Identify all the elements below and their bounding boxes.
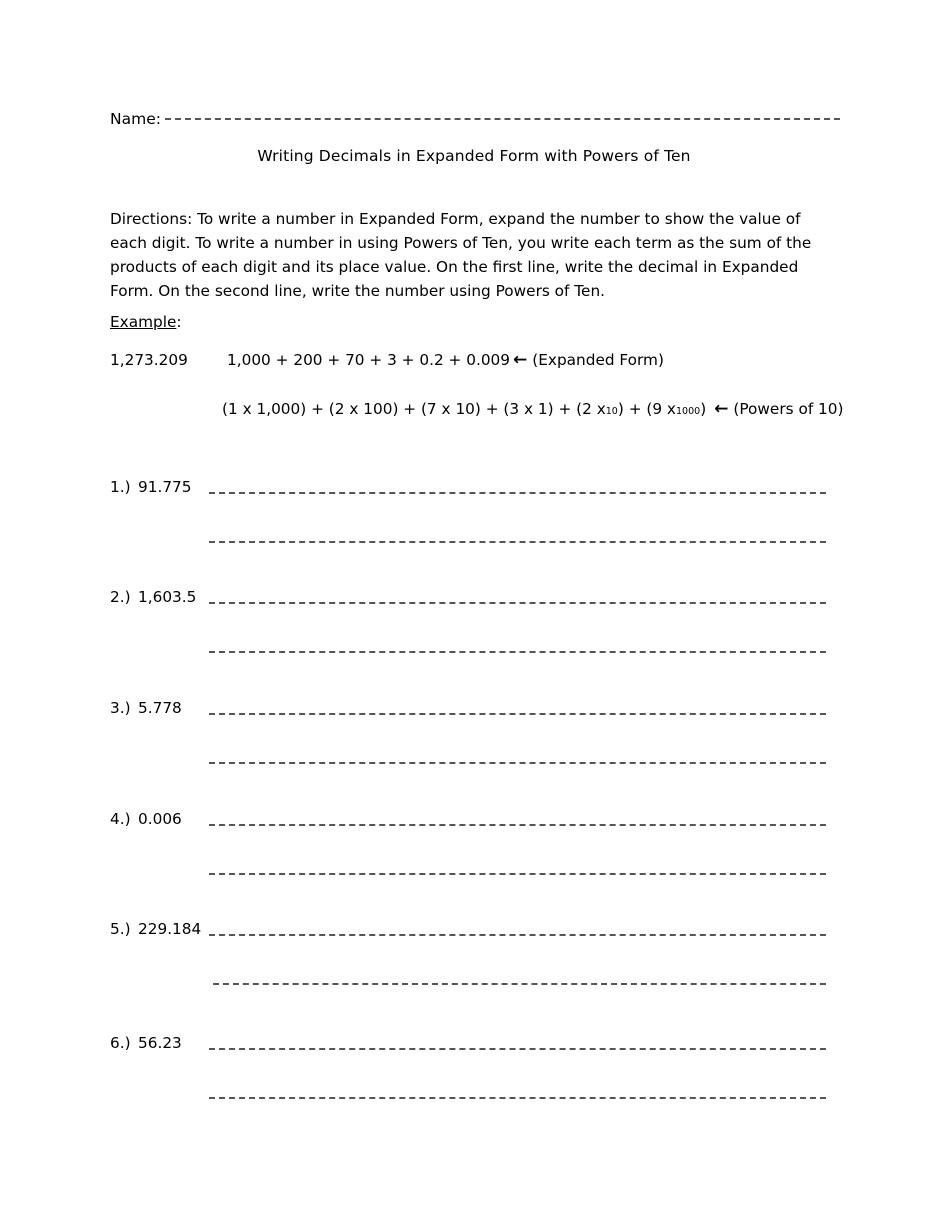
example-heading: [110, 313, 182, 331]
answer-line-expanded[interactable]: [209, 713, 826, 715]
example-heading-text: Example: [110, 313, 177, 331]
answer-line-powers[interactable]: [209, 651, 826, 653]
problem-value: 56.23: [138, 1034, 182, 1052]
problem-prompt: [110, 1034, 840, 1056]
answer-line-powers[interactable]: [209, 541, 826, 543]
name-label: Name:: [110, 110, 161, 128]
page-title: Writing Decimals in Expanded Form with Powers of Ten: [257, 147, 691, 165]
problem-item: [110, 699, 840, 721]
problem-item: [110, 920, 840, 942]
example-expanded-form: 1,000 + 200 + 70 + 3 + 0.2 + 0.009: [227, 351, 511, 369]
example-expanded-row: [110, 351, 870, 369]
problem-index: 5.): [110, 920, 131, 938]
problem-index: 4.): [110, 810, 131, 828]
problem-prompt: [110, 920, 840, 942]
problem-value: 5.778: [138, 699, 182, 717]
example-expanded-caption: (Expanded Form): [532, 351, 664, 369]
answer-line-expanded[interactable]: [209, 602, 826, 604]
left-arrow-icon: ←: [513, 350, 528, 370]
name-row: [110, 110, 840, 132]
answer-line-expanded[interactable]: [209, 824, 826, 826]
answer-line-expanded[interactable]: [209, 492, 826, 494]
problem-prompt: [110, 588, 840, 610]
example-powers-denominator-tenths: 10: [605, 406, 618, 417]
answer-line-powers[interactable]: [209, 762, 826, 764]
problem-index: 6.): [110, 1034, 131, 1052]
example-powers-row: [222, 400, 844, 418]
problem-value: 1,603.5: [138, 588, 197, 606]
example-powers-mid: ) + (9 x: [617, 400, 676, 418]
directions-paragraph: Directions: To write a number in Expanded Form, expand the number to show the value of each digit. To write a number in using Powers of Ten, you write each term as the sum of the products of each digit and its place value. On the first line, write the decimal in Expanded Form. On the second line, write the number using Powers of Ten.: [110, 210, 812, 300]
problem-value: 91.775: [138, 478, 192, 496]
example-number: 1,273.209: [110, 351, 188, 369]
example-powers-caption: (Powers of 10): [733, 400, 844, 418]
example-heading-colon: :: [176, 313, 182, 331]
example-powers-suffix: ): [700, 400, 707, 418]
problem-value: 229.184: [138, 920, 202, 938]
problem-index: 2.): [110, 588, 131, 606]
problem-prompt: [110, 478, 840, 500]
problem-value: 0.006: [138, 810, 182, 828]
problem-item: [110, 1034, 840, 1056]
example-powers-prefix: (1 x 1,000) + (2 x 100) + (7 x 10) + (3 x 1) + (2 x: [222, 400, 606, 418]
answer-line-powers[interactable]: [209, 1097, 826, 1099]
answer-line-powers[interactable]: [213, 983, 826, 985]
answer-line-powers[interactable]: [209, 873, 826, 875]
name-blank-line[interactable]: [165, 118, 840, 120]
problem-item: [110, 588, 840, 610]
problem-item: [110, 810, 840, 832]
left-arrow-icon: ←: [714, 399, 729, 419]
problem-item: [110, 478, 840, 500]
example-powers-denominator-thousandths: 1000: [676, 406, 701, 417]
answer-line-expanded[interactable]: [209, 934, 826, 936]
problem-prompt: [110, 699, 840, 721]
problem-prompt: [110, 810, 840, 832]
answer-line-expanded[interactable]: [209, 1048, 826, 1050]
problem-index: 3.): [110, 699, 131, 717]
problem-index: 1.): [110, 478, 131, 496]
